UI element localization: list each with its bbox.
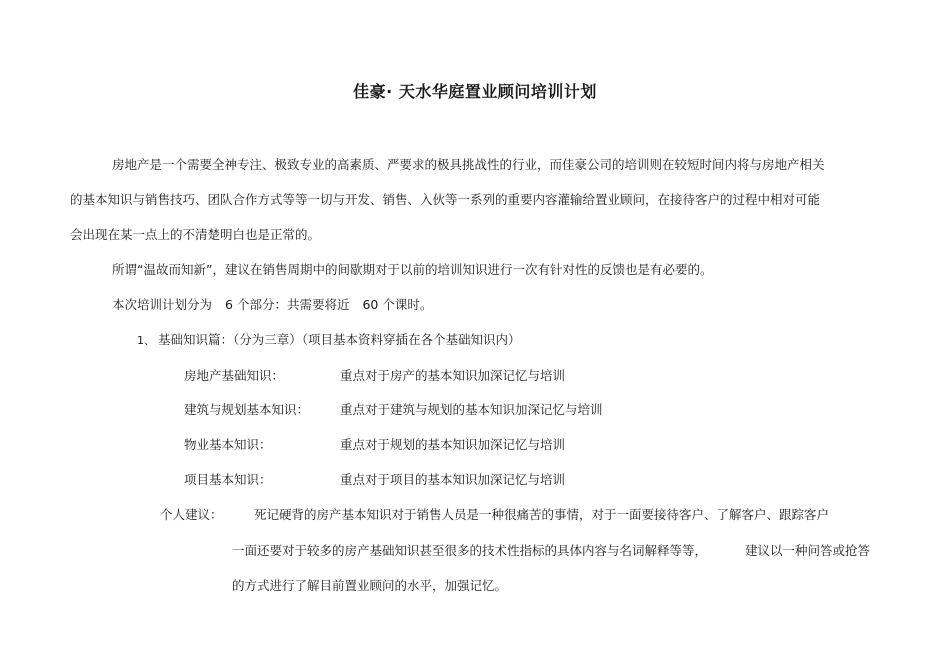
advice-line-2b: 建议以一种问答或抢答 <box>745 543 871 558</box>
plan-parts-count: 6 <box>225 297 233 312</box>
item-desc-property: 重点对于规划的基本知识加深记忆与培训 <box>340 437 566 452</box>
item-desc-architecture: 重点对于建筑与规划的基本知识加深记忆与培训 <box>340 402 603 417</box>
item-label-real-estate: 房地产基础知识： <box>184 368 285 383</box>
advice-line-2a: 一面还要对于较多的房产基础知识甚至很多的技术性指标的具体内容与名词解释等等， <box>232 543 708 558</box>
plan-summary <box>112 297 432 313</box>
advice-line-1: 死记硬背的房产基本知识对于销售人员是一种很痛苦的事情，对于一面要接待客户、了解客户、跟踪客户 <box>254 507 830 522</box>
item-desc-real-estate: 重点对于房产的基本知识加深记忆与培训 <box>340 368 566 383</box>
advice-line-3: 的方式进行了解目前置业顾问的水平，加强记忆。 <box>232 578 508 593</box>
item-desc-project: 重点对于项目的基本知识加深记忆与培训 <box>340 472 566 487</box>
plan-summary-prefix: 本次培训计划分为 <box>112 297 213 312</box>
plan-summary-suffix: 个课时。 <box>382 297 433 312</box>
intro-line-3: 会出现在某一点上的不清楚明白也是正常的。 <box>70 227 321 242</box>
item-label-property: 物业基本知识： <box>184 437 272 452</box>
plan-hours-count: 60 <box>362 297 379 312</box>
plan-summary-middle: 个部分：共需要将近 <box>236 297 350 312</box>
intro-line-2: 的基本知识与销售技巧、团队合作方式等等一切与开发、销售、入伙等一系列的重要内容灌输给置业顾问，在接待客户的过程中相对可能 <box>70 192 821 207</box>
document-title: 佳豪· 天水华庭置业顾问培训计划 <box>353 82 597 101</box>
item-label-architecture: 建筑与规划基本知识： <box>184 402 310 417</box>
advice-label: 个人建议： <box>160 507 223 522</box>
section-number: 1、 <box>137 334 155 347</box>
section-heading: 基础知识篇：（分为三章）（项目基本资料穿插在各个基础知识内） <box>158 332 521 347</box>
item-label-project: 项目基本知识： <box>184 472 272 487</box>
intro-line-1: 房地产是一个需要全神专注、极致专业的高素质、严要求的极具挑战性的行业，而佳豪公司的培训则在较短时间内将与房地产相关 <box>112 157 825 172</box>
review-paragraph: 所谓“温故而知新”，建议在销售周期中的间歇期对于以前的培训知识进行一次有针对性的反馈也是有必要的。 <box>112 262 713 277</box>
